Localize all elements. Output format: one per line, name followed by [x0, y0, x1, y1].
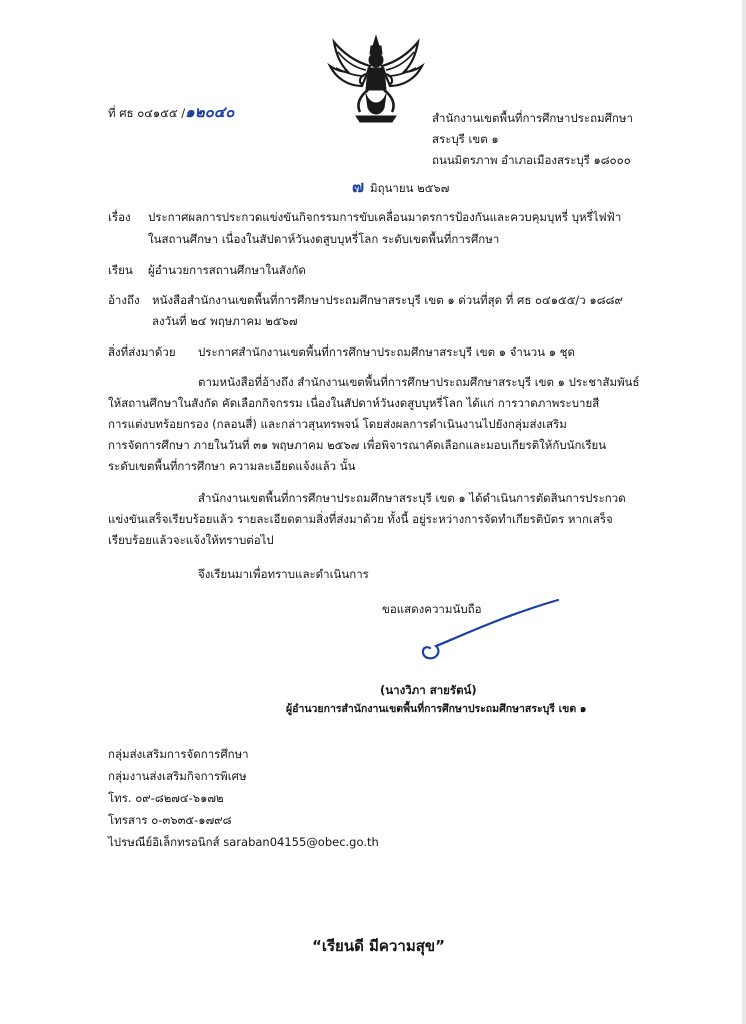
reference-label: อ้างถึง	[108, 293, 140, 307]
subject-line1: ประกาศผลการประกวดแข่งขันกิจกรรมการขับเคลื่อนมาตรการป้องกันและควบคุมบุหรี่ บุหรี่ไฟฟ้า	[148, 210, 622, 224]
enclosure-text: ประกาศสำนักงานเขตพื้นที่การศึกษาประถมศึกษาสระบุรี เขต ๑ จำนวน ๑ ชุด	[198, 345, 575, 359]
body-p2-line3: เรียบร้อยแล้วจะแจ้งให้ทราบต่อไป	[108, 533, 274, 547]
reference-line1: หนังสือสำนักงานเขตพื้นที่การศึกษาประถมศึกษาสระบุรี เขต ๑ ด่วนที่สุด ที่ ศธ ๐๔๑๕๕/ว ๑๘๘๙	[152, 293, 623, 307]
scan-edge	[742, 0, 746, 1024]
reference-number-line	[108, 104, 234, 121]
reference-number-handwritten: ๑๒๐๔๐	[185, 103, 235, 121]
body-p1-line5: ระดับเขตพื้นที่การศึกษา ความละเอียดแจ้งแล้ว นั้น	[108, 459, 356, 473]
footer-department1: กลุ่มส่งเสริมการจัดการศึกษา	[108, 747, 249, 761]
signer-name: (นางวิภา สายรัตน์)	[380, 683, 477, 697]
subject-line2: ในสถานศึกษา เนื่องในสัปดาห์วันงดสูบบุหรี่โลก ระดับเขตพื้นที่การศึกษา	[148, 232, 500, 246]
body-p1-line3: การแต่งบทร้อยกรอง (กลอนสี่) และกล่าวสุนทรพจน์ โดยส่งผลการดำเนินงานไปยังกลุ่มส่งเสริม	[108, 417, 567, 431]
enclosure-label: สิ่งที่ส่งมาด้วย	[108, 345, 176, 359]
body-p2-line1: สำนักงานเขตพื้นที่การศึกษาประถมศึกษาสระบุรี เขต ๑ ได้ดำเนินการตัดสินการประกวด	[198, 491, 626, 505]
slogan: “เรียนดี มีความสุข”	[312, 937, 445, 955]
footer-email: ไปรษณีย์อิเล็กทรอนิกส์ saraban04155@obec.go.th	[108, 835, 379, 849]
footer-phone: โทร. ๐๙-๘๒๗๔-๖๑๗๒	[108, 791, 224, 805]
body-p1-line4: การจัดการศึกษา ภายในวันที่ ๓๑ พฤษภาคม ๒๕๖๗ เพื่อพิจารณาคัดเลือกและมอบเกียรติให้กับนักเรียน	[108, 438, 607, 452]
garuda-emblem-icon	[326, 32, 426, 128]
reference-line2: ลงวันที่ ๒๔ พฤษภาคม ๒๕๖๗	[152, 314, 298, 328]
recipient-label: เรียน	[108, 263, 133, 277]
body-p1-line2: ให้สถานศึกษาในสังกัด คัดเลือกกิจกรรม เนื่องในสัปดาห์วันงดสูบบุหรี่โลก ได้แก่ การวาดภาพระบายสี	[108, 396, 600, 410]
signer-position: ผู้อำนวยการสำนักงานเขตพื้นที่การศึกษาประถมศึกษาสระบุรี เขต ๑	[286, 703, 587, 715]
signature-icon	[412, 596, 562, 668]
sender-office-line3: ถนนมิตรภาพ อำเภอเมืองสระบุรี ๑๘๐๐๐	[432, 153, 631, 167]
date-month-year: มิถุนายน ๒๕๖๗	[370, 181, 450, 195]
subject-label: เรื่อง	[108, 210, 131, 224]
body-p2-line2: แข่งขันเสร็จเรียบร้อยแล้ว รายละเอียดตามสิ่งที่ส่งมาด้วย ทั้งนี้ อยู่ระหว่างการจัดทำเกียรติบัตร หากเสร็จ	[108, 512, 613, 526]
letter-date	[352, 179, 449, 196]
reference-prefix: ที่ ศธ ๐๔๑๕๕ /	[108, 106, 186, 120]
date-day-handwritten: ๗	[352, 177, 365, 196]
footer-department2: กลุ่มงานส่งเสริมกิจการพิเศษ	[108, 769, 247, 783]
footer-fax: โทรสาร ๐-๓๖๓๕-๑๗๙๘	[108, 813, 232, 827]
closing-text: ขอแสดงความนับถือ	[382, 602, 482, 616]
sender-office-line2: สระบุรี เขต ๑	[432, 132, 499, 146]
body-p1-line1: ตามหนังสือที่อ้างถึง สำนักงานเขตพื้นที่การศึกษาประถมศึกษาสระบุรี เขต ๑ ประชาสัมพันธ์	[198, 375, 640, 389]
body-p3: จึงเรียนมาเพื่อทราบและดำเนินการ	[198, 567, 369, 581]
sender-office-line1: สำนักงานเขตพื้นที่การศึกษาประถมศึกษา	[432, 111, 633, 125]
recipient-text: ผู้อำนวยการสถานศึกษาในสังกัด	[148, 263, 306, 277]
